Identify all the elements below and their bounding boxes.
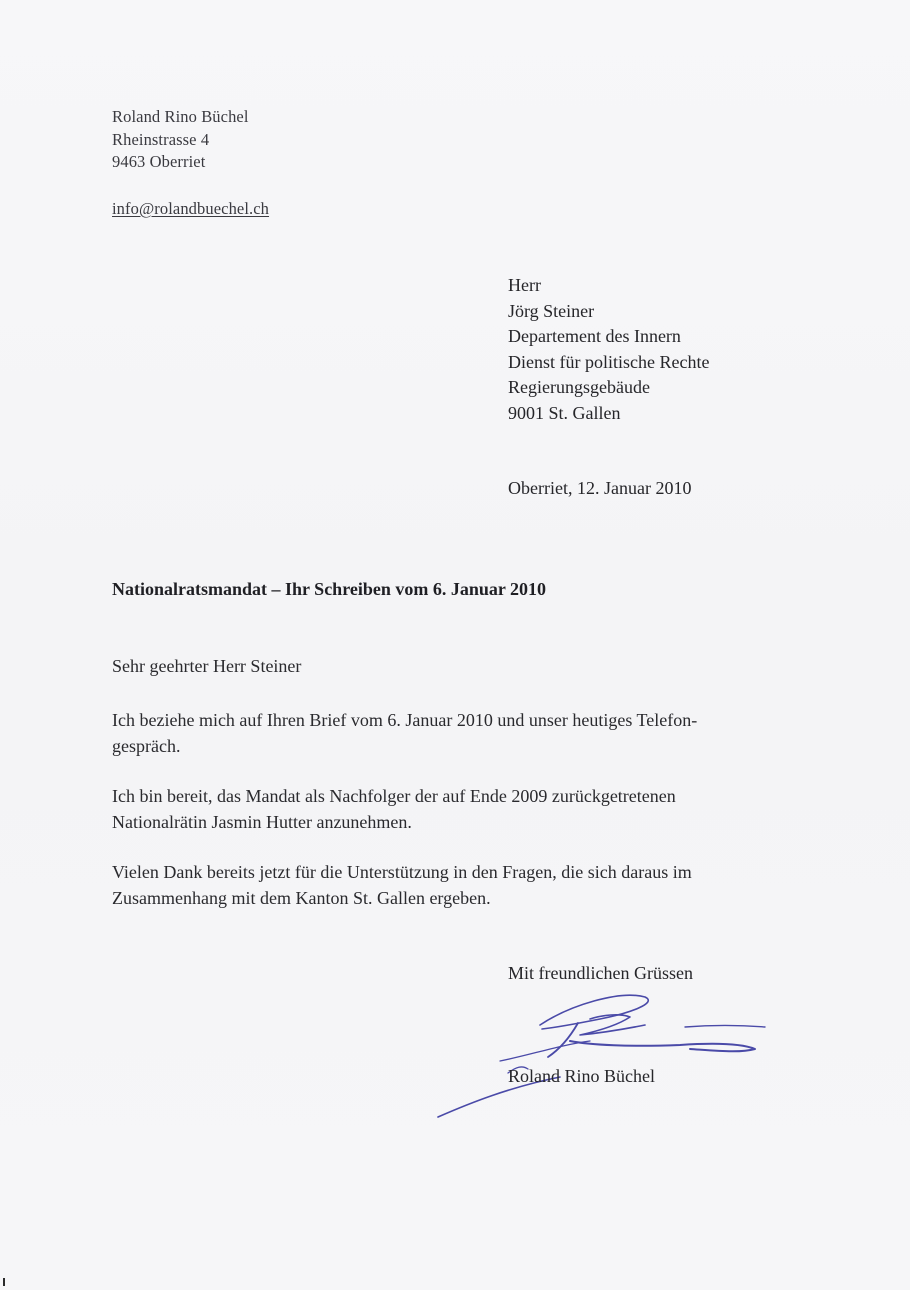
signature-stroke [500, 1041, 590, 1061]
paragraph-line: gespräch. [112, 735, 181, 756]
paragraph-line: Ich beziehe mich auf Ihren Brief vom 6. Januar 2010 und unser heutiges Telefon- [112, 710, 698, 730]
recipient-line: 9001 St. Gallen [508, 402, 621, 423]
signature-stroke [540, 995, 648, 1029]
signature-stroke [570, 1041, 755, 1051]
recipient-line: Departement des Innern [508, 326, 681, 346]
letter-subject: Nationalratsmandat – Ihr Schreiben vom 6. Januar 2010 [112, 579, 547, 599]
paragraph-line: Vielen Dank bereits jetzt für die Unterstützung in den Fragen, die sich daraus im [112, 862, 692, 882]
closing-phrase: Mit freundlichen Grüssen [508, 963, 693, 983]
paragraph-line: Zusammenhang mit dem Kanton St. Gallen ergeben. [112, 887, 491, 908]
body-paragraph-3 [112, 860, 812, 911]
body-paragraph-1 [112, 708, 812, 759]
signer-name: Roland Rino Büchel [508, 1066, 655, 1086]
sender-email-link[interactable]: info@rolandbuechel.ch [112, 198, 270, 218]
sender-street: Rheinstrasse 4 [112, 129, 210, 149]
letter-date: Oberriet, 12. Januar 2010 [508, 478, 692, 498]
signature-stroke [685, 1026, 765, 1028]
paragraph-line: Ich bin bereit, das Mandat als Nachfolger der auf Ende 2009 zurückgetretenen [112, 786, 676, 806]
sender-address [112, 106, 269, 220]
sender-name: Roland Rino Büchel [112, 107, 249, 126]
body-paragraph-2 [112, 784, 812, 835]
recipient-line: Dienst für politische Rechte [508, 351, 710, 372]
recipient-address [508, 273, 709, 426]
recipient-line: Regierungsgebäude [508, 377, 650, 397]
scan-mark [3, 1278, 5, 1286]
recipient-line: Herr [508, 275, 541, 295]
handwritten-signature [430, 985, 780, 1125]
sender-city: 9463 Oberriet [112, 152, 206, 171]
recipient-line: Jörg Steiner [508, 300, 595, 321]
signature-stroke [548, 1023, 578, 1057]
paragraph-line: Nationalrätin Jasmin Hutter anzunehmen. [112, 811, 412, 832]
salutation: Sehr geehrter Herr Steiner [112, 656, 302, 676]
signature-stroke [580, 1015, 645, 1035]
